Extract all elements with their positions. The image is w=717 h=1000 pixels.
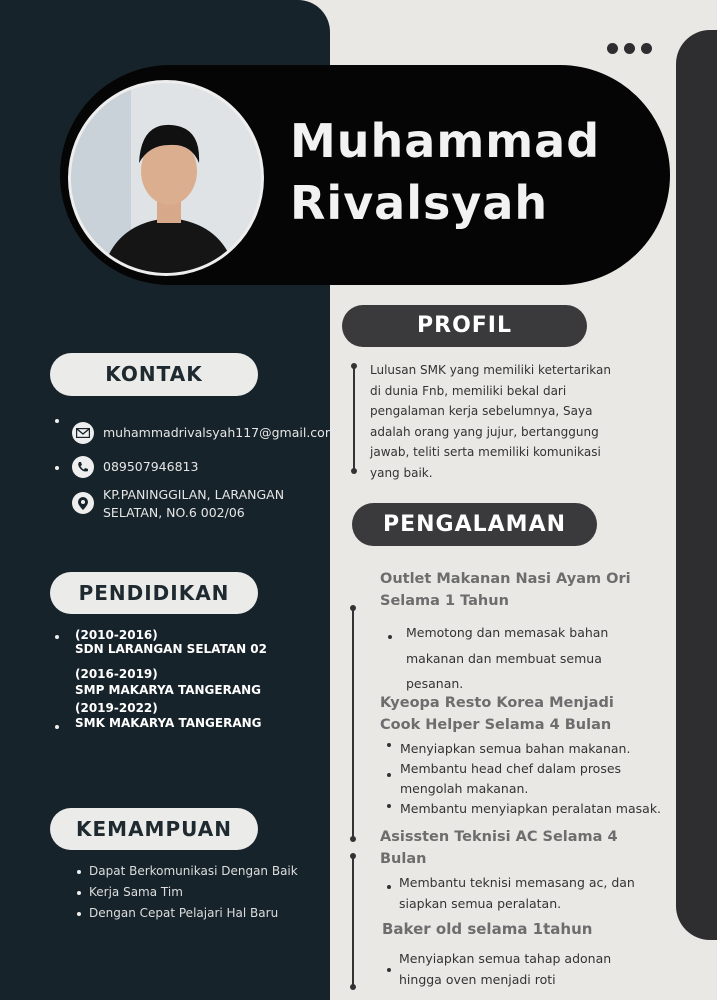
bullet [77,870,81,874]
education-item: (2019-2022) SMK MAKARYA TANGERANG [75,701,262,730]
full-name [290,110,600,234]
timeline-dot [350,836,356,842]
job-title: Kyeopa Resto Korea Menjadi Cook Helper Selama 4 Bulan [380,695,614,733]
skill-item: Kerja Sama Tim [89,885,183,899]
bullet [55,419,59,423]
bullet [387,804,391,808]
bullet [55,725,59,729]
job-title: Outlet Makanan Nasi Ayam Ori Selama 1 Tahun [380,571,631,609]
timeline-dot [351,468,357,474]
bullet [388,635,392,639]
dots-icon [607,43,618,54]
section-title-profil: PROFIL [342,305,587,347]
timeline-line [352,856,354,986]
profile-photo [68,80,264,276]
mail-icon [72,422,94,444]
skill-item: Dapat Berkomunikasi Dengan Baik [89,864,298,878]
timeline-dot [350,605,356,611]
right-decor-bar [676,30,717,940]
section-title-kemampuan: KEMAMPUAN [50,808,258,850]
bullet [55,466,59,470]
education-item: (2016-2019) SMP MAKARYA TANGERANG [75,667,262,697]
location-pin-icon [72,492,94,514]
skill-item: Dengan Cepat Pelajari Hal Baru [89,906,279,920]
job-desc: Memotong dan memasak bahan makanan dan membuat semua pesanan. [406,625,609,691]
job-desc: Membantu teknisi memasang ac, dan siapkan semua peralatan. [399,875,635,911]
bullet [387,743,391,747]
timeline-dot [350,853,356,859]
bullet [387,773,391,777]
email-link[interactable]: muhammadrivalsyah117@gmail.com [103,425,338,440]
section-title-pengalaman: PENGALAMAN [352,503,597,546]
phone-icon [72,456,94,478]
timeline-dot [350,984,356,990]
timeline-dot [351,363,357,369]
timeline-line [352,608,354,838]
dots-icon [641,43,652,54]
bullet [77,912,81,916]
profile-text: Lulusan SMK yang memiliki ketertarikan di dunia Fnb, memiliki bekal dari pengalaman kerja sebelumnya, Saya adalah orang yang jujur, bertanggung jawab, teliti serta memiliki komunikasi yang baik. [370,363,612,480]
timeline-line [353,366,355,472]
last-name: Rivalsyah [290,176,549,230]
job-title: Baker old selama 1tahun [382,920,593,938]
bullet [77,891,81,895]
phone-number: 089507946813 [103,459,199,474]
section-title-pendidikan: PENDIDIKAN [50,572,258,614]
dots-icon [624,43,635,54]
job-desc: Menyiapkan semua bahan makanan. Membantu head chef dalam proses mengolah makanan. Membantu menyiapkan peralatan masak. [400,741,662,816]
first-name: Muhammad [290,114,601,168]
job-title: Asissten Teknisi AC Selama 4 Bulan [380,829,618,867]
bullet [387,885,391,889]
bullet [55,635,59,639]
education-item: (2010-2016) SDN LARANGAN SELATAN 02 [75,628,267,656]
job-desc: Menyiapkan semua tahap adonan hingga oven menjadi roti [399,951,612,987]
address: KP.PANINGGILAN, LARANGAN SELATAN, NO.6 002/06 [103,487,285,520]
section-title-kontak: KONTAK [50,353,258,396]
bullet [387,968,391,972]
